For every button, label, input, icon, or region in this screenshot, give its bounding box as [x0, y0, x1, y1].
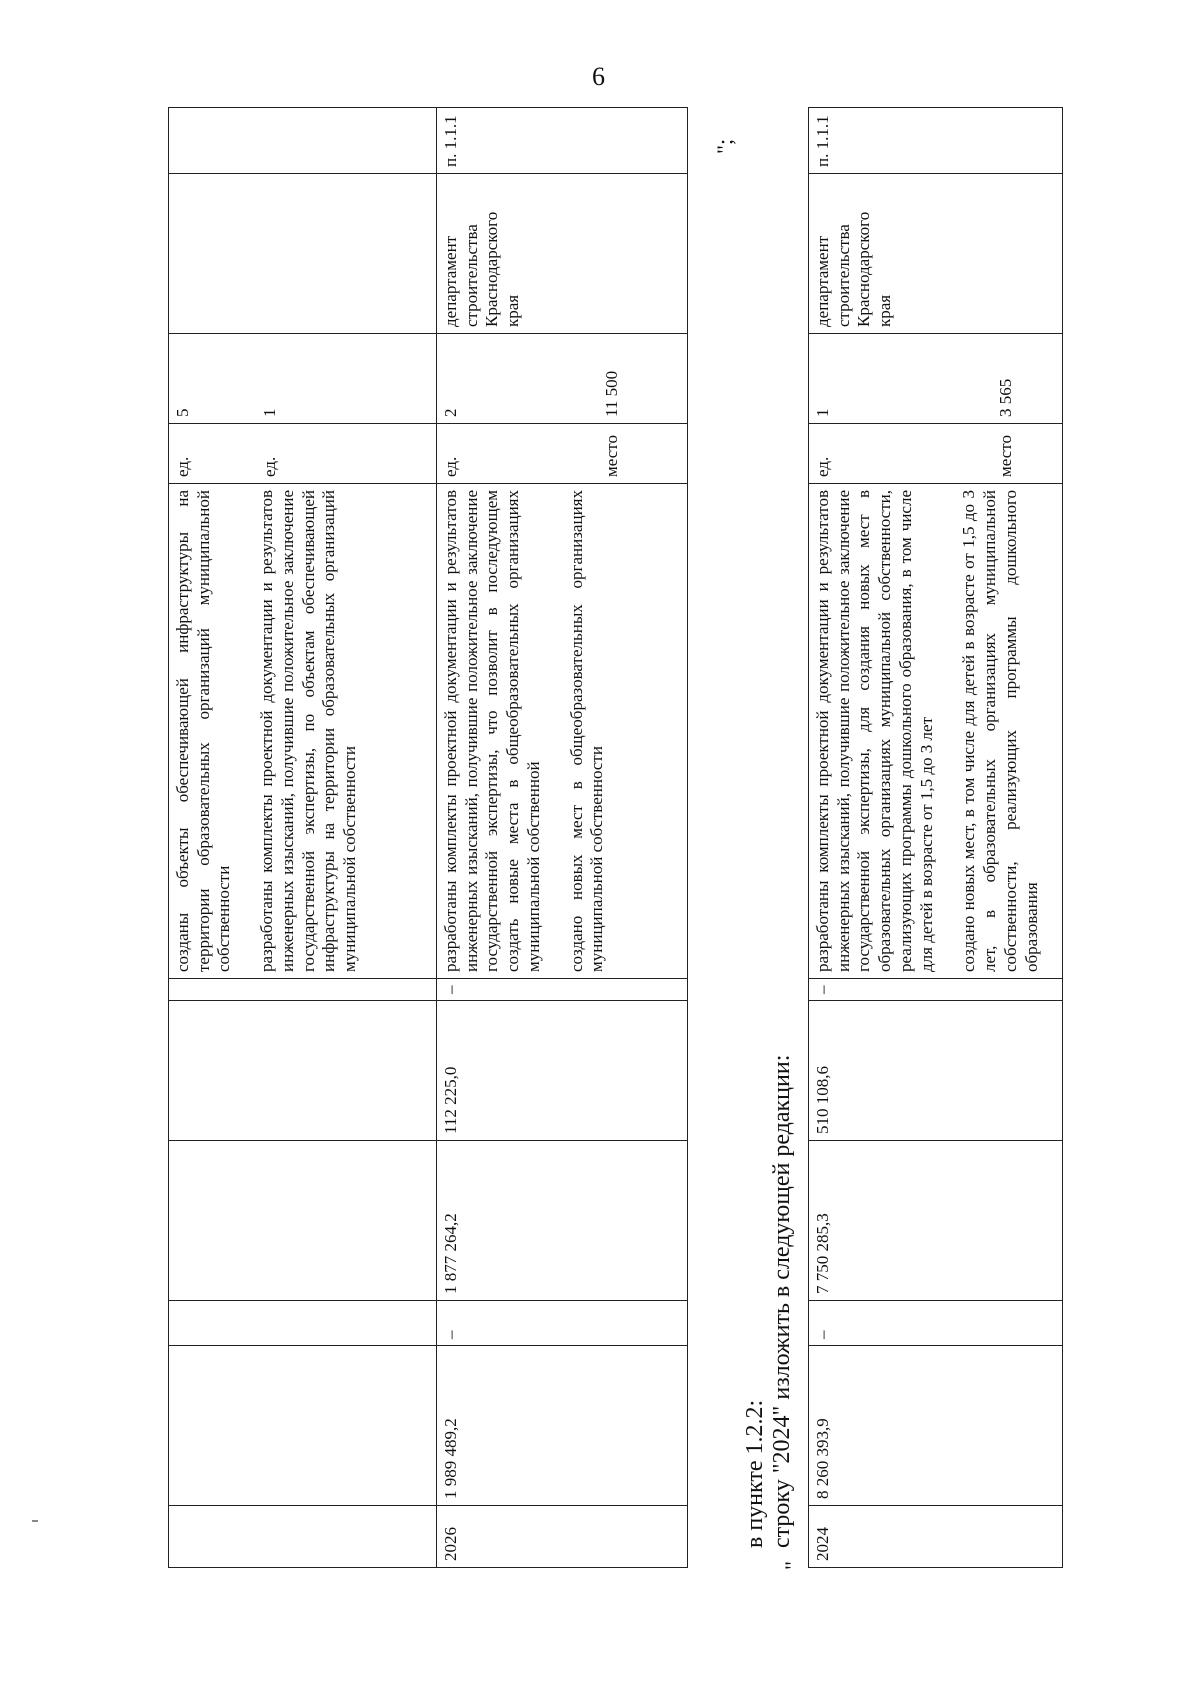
closing-quote: ";: [712, 138, 737, 154]
cell-year: 2024: [809, 1506, 1063, 1568]
value-text: 11 500: [601, 370, 621, 417]
margin-mark: [32, 1520, 38, 1522]
value-text: 2: [441, 408, 460, 417]
table-previous: [168, 107, 688, 1568]
cell-executor: [169, 174, 437, 334]
cell-dash: [169, 1301, 437, 1346]
amendment-instruction: [742, 1055, 796, 1548]
cell-results: [169, 484, 437, 979]
cell-year: [169, 1506, 437, 1568]
table-row: [809, 108, 1063, 1568]
cell-municipal: 112 225,0: [437, 1001, 688, 1141]
cell-regional: 7 750 285,3: [809, 1141, 1063, 1301]
cell-municipal: [169, 1001, 437, 1141]
cell-extra: [169, 979, 437, 1001]
cell-value: [809, 334, 1063, 424]
instruction-line-1: в пункте 1.2.2:: [742, 1399, 768, 1548]
cell-dash: –: [809, 1301, 1063, 1346]
cell-regional: 1 877 264,2: [437, 1141, 688, 1301]
cell-value: [437, 334, 688, 424]
cell-dash: –: [437, 1301, 688, 1346]
page-number: 6: [592, 62, 605, 91]
cell-total: 8 260 393,9: [809, 1346, 1063, 1506]
value-text: 3 565: [995, 378, 1015, 417]
cell-results: [437, 484, 688, 979]
cell-unit: [169, 424, 437, 484]
cell-total: 1 989 489,2: [437, 1346, 688, 1506]
unit-text: ед.: [813, 456, 832, 477]
table-row: [437, 108, 688, 1568]
cell-ref: п. 1.1.1: [809, 108, 1063, 174]
cell-executor: департамент строительства Краснодарского края: [809, 174, 1063, 334]
cell-total: [169, 1346, 437, 1506]
cell-value: [169, 334, 437, 424]
result-text: разработаны комплекты проектной документации и результатов инженерных изысканий, получившие положительное заключение государственной экспертизы, что позволит в последующем создать новые места в общеобразовательных организациях муниципальной собственной: [441, 490, 543, 972]
cell-results: [809, 484, 1063, 979]
cell-year: 2026: [437, 1506, 688, 1568]
cell-ref: п. 1.1.1: [437, 108, 688, 174]
table-new: [808, 107, 1063, 1568]
opening-quote: ": [780, 1561, 805, 1570]
cell-ref: [169, 108, 437, 174]
table-row: [169, 108, 437, 1568]
cell-regional: [169, 1141, 437, 1301]
value-text: 5: [173, 408, 192, 417]
value-text: 1: [259, 408, 279, 417]
result-text: создано новых мест, в том числе для детей в возрасте от 1,5 до 3 лет, в образовательных организациях муниципальной собственности, реализующих программы дошкольного образования: [959, 490, 1041, 972]
cell-extra: –: [437, 979, 688, 1001]
cell-municipal: 510 108,6: [809, 1001, 1063, 1141]
unit-text: ед.: [259, 456, 279, 477]
unit-text: ед.: [441, 456, 460, 477]
cell-unit: [809, 424, 1063, 484]
cell-extra: –: [809, 979, 1063, 1001]
cell-executor: департамент строительства Краснодарского края: [437, 174, 688, 334]
result-text: создано новых мест в общеобразовательных организациях муниципальной собственности: [566, 490, 607, 972]
cell-unit: [437, 424, 688, 484]
value-text: 1: [813, 408, 832, 417]
result-text: созданы объекты обеспечивающей инфраструктуры на территории образовательных организаций муниципальной собственности: [173, 490, 234, 972]
result-text: разработаны комплекты проектной документации и результатов инженерных изысканий, получившие положительное заключение государственной экспертизы, по объектам обеспечивающей инфраструктуры на территории образовательных организаций муниципальной собственности: [257, 490, 360, 972]
instruction-line-2: строку "2024" изложить в следующей редакции:: [769, 1054, 795, 1548]
unit-text: ед.: [173, 456, 192, 477]
result-text: разработаны комплекты проектной документации и результатов инженерных изысканий, получившие положительное заключение государственной экспертизы, для создания новых мест в образовательных организациях муниципальной собственности, реализующих программы дошкольного образования, в том числе для детей в возрасте от 1,5 до 3 лет: [813, 490, 936, 972]
unit-text: место: [601, 435, 621, 477]
unit-text: место: [995, 435, 1015, 477]
